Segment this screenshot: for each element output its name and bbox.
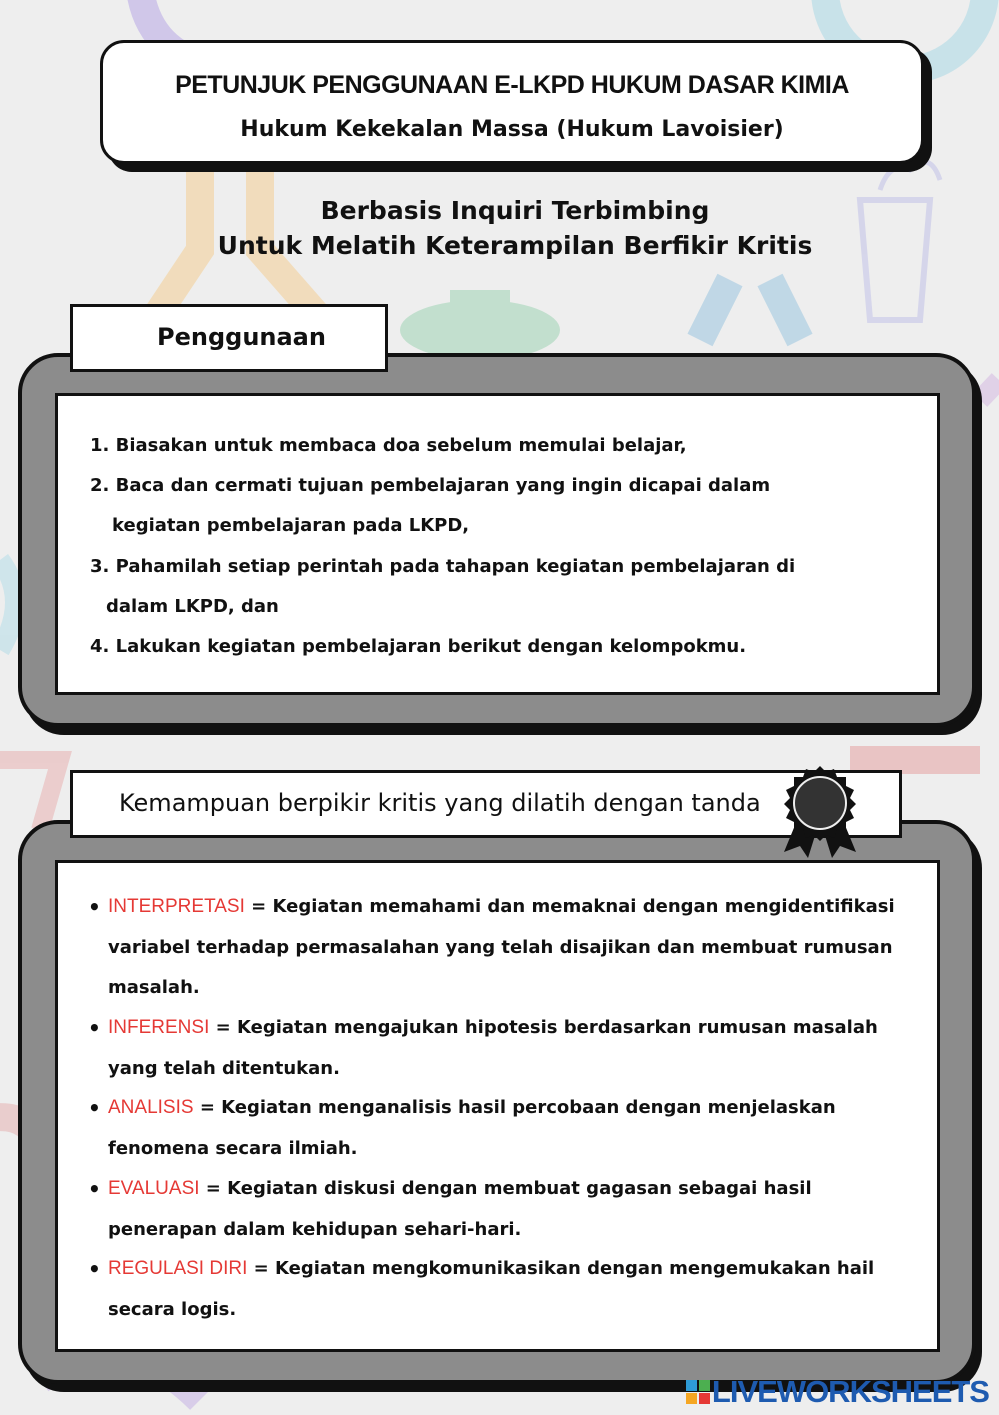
usage-content [55,393,940,695]
skill-desc: = Kegiatan mengkomunikasikan dengan mengemukakan hail secara logis. [108,1258,875,1320]
title-card [100,40,924,164]
page-subtitle: Hukum Kekekalan Massa (Hukum Lavoisier) [240,117,784,142]
usage-step-4: 4. Lakukan kegiatan pembelajaran berikut dengan kelompokmu. [90,636,747,657]
usage-step-1: 1. Biasakan untuk membaca doa sebelum memulai belajar, [90,435,687,456]
skills-panel [18,820,976,1384]
skill-name: INTERPRETASI [108,896,245,917]
usage-step-2-cont: kegiatan pembelajaran pada LKPD, [112,515,470,536]
page-title: PETUNJUK PENGGUNAAN E-LKPD HUKUM DASAR KIMIA [175,71,849,99]
skill-item-analisis: • ANALISIS = Kegiatan menganalisis hasil percobaan dengan menjelaskan fenomena secara ilmiah. [88,1096,836,1159]
skill-desc: = Kegiatan memahami dan memaknai dengan mengidentifikasi variabel terhadap permasalahan yang telah disajikan dan membuat rumusan masalah. [108,896,895,998]
skill-name: ANALISIS [108,1097,194,1118]
skill-item-regulasi-diri: • REGULASI DIRI = Kegiatan mengkomunikasikan dengan mengemukakan hail secara logis. [88,1257,875,1320]
skill-desc: = Kegiatan menganalisis hasil percobaan dengan menjelaskan fenomena secara ilmiah. [108,1097,836,1159]
skills-tab-label: Kemampuan berpikir kritis yang dilatih dengan tanda [119,789,761,817]
skill-item-interpretasi: • INTERPRETASI = Kegiatan memahami dan memaknai dengan mengidentifikasi variabel terhadap permasalahan yang telah disajikan dan membuat rumusan masalah. [88,895,895,998]
skill-item-evaluasi: • EVALUASI = Kegiatan diskusi dengan membuat gagasan sebagai hasil penerapan dalam kehidupan sehari-hari. [88,1177,812,1240]
skill-name: INFERENSI [108,1017,210,1038]
watermark-text: LIVEWORKSHEETS [711,1374,989,1409]
skill-name: EVALUASI [108,1178,200,1199]
usage-step-3: 3. Pahamilah setiap perintah pada tahapan kegiatan pembelajaran di [90,556,796,577]
skill-desc: = Kegiatan mengajukan hipotesis berdasarkan rumusan masalah yang telah ditentukan. [108,1017,878,1079]
liveworksheets-logo-icon [686,1380,710,1404]
usage-step-2: 2. Baca dan cermati tujuan pembelajaran yang ingin dicapai dalam [90,475,771,496]
skills-tab [70,770,902,838]
award-ribbon-icon [780,766,860,858]
tagline-line-2: Untuk Melatih Keterampilan Berfikir Kritis [217,231,813,260]
skill-item-inferensi: • INFERENSI = Kegiatan mengajukan hipotesis berdasarkan rumusan masalah yang telah ditentukan. [88,1016,878,1079]
usage-step-3-cont: dalam LKPD, dan [106,596,279,617]
usage-tab [70,304,388,372]
skill-name: REGULASI DIRI [108,1258,248,1279]
skill-desc: = Kegiatan diskusi dengan membuat gagasan sebagai hasil penerapan dalam kehidupan sehari-hari. [108,1178,812,1240]
usage-tab-label: Penggunaan [157,323,326,351]
skills-content [55,860,940,1352]
tagline-line-1: Berbasis Inquiri Terbimbing [320,196,710,225]
usage-panel [18,353,976,727]
liveworksheets-watermark[interactable] [686,1376,989,1407]
